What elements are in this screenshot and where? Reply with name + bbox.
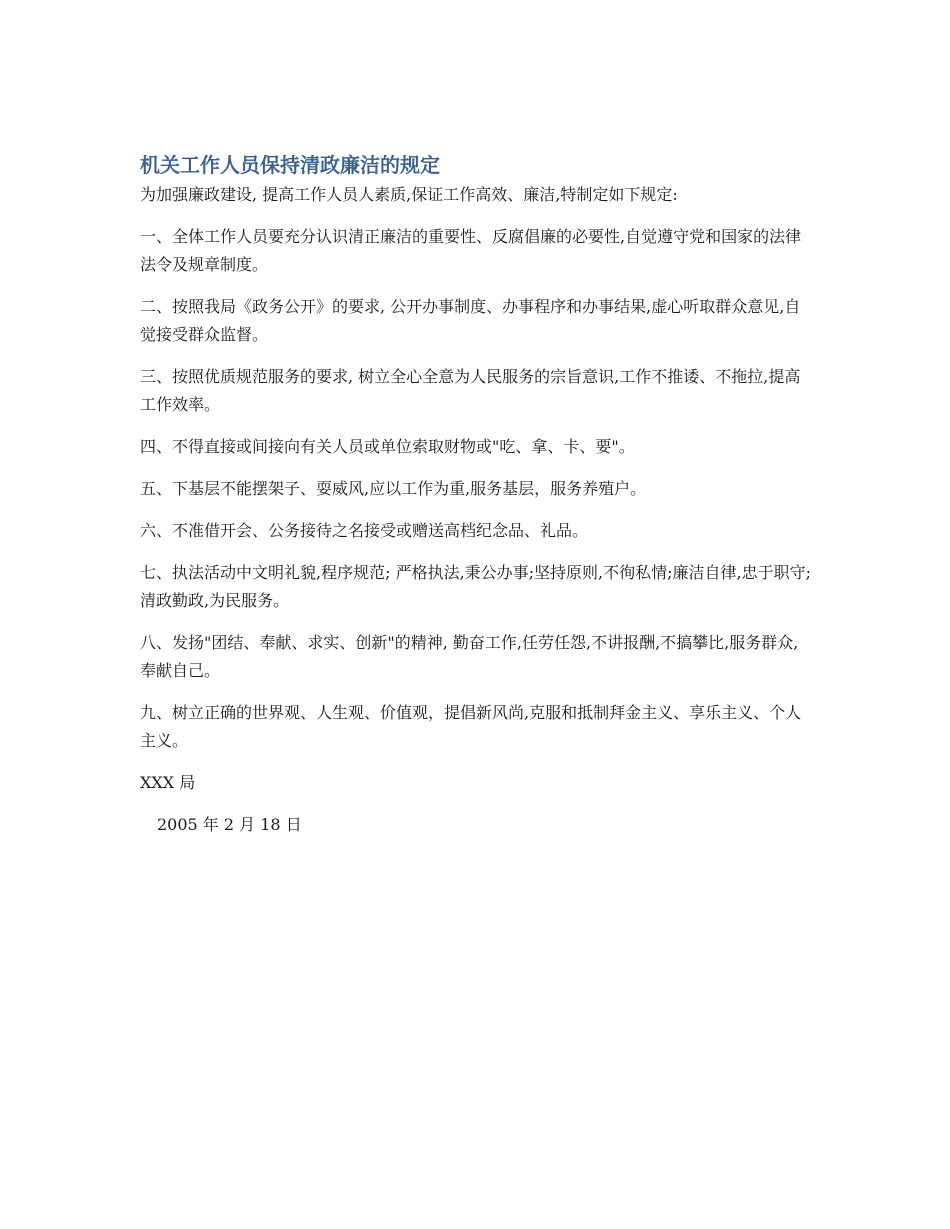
- issue-date: 2005 年 2 月 18 日: [157, 815, 302, 834]
- rule-paragraph-8: 八、发扬"团结、奉献、求实、创新"的精神, 勤奋工作,任劳任怨,不讲报酬,不搞攀比,服务群众,奉献自己。: [140, 633, 799, 680]
- rule-paragraph-2: 二、按照我局《政务公开》的要求, 公开办事制度、办事程序和办事结果,虚心听取群众意见,自觉接受群众监督。: [140, 297, 801, 344]
- rule-paragraph-7: 七、执法活动中文明礼貌,程序规范; 严格执法,秉公办事;坚持原则,不徇私情;廉洁自律,忠于职守;清政勤政,为民服务。: [140, 563, 811, 610]
- rule-paragraph-9: 九、树立正确的世界观、人生观、价值观，提倡新风尚,克服和抵制拜金主义、享乐主义、个人主义。: [140, 703, 802, 750]
- document-page: [140, 150, 812, 839]
- issuer-signature: XXX 局: [140, 773, 196, 792]
- rule-paragraph-6: 六、不准借开会、公务接待之名接受或赠送高档纪念品、礼品。: [140, 521, 589, 540]
- rule-paragraph-5: 五、下基层不能摆架子、耍威风,应以工作为重,服务基层，服务养殖户。: [140, 479, 647, 498]
- intro-paragraph: 为加强廉政建设, 提高工作人员人素质,保证工作高效、廉洁,特制定如下规定:: [140, 185, 678, 204]
- document-title: 机关工作人员保持清政廉洁的规定: [140, 153, 440, 177]
- rule-paragraph-3: 三、按照优质规范服务的要求, 树立全心全意为人民服务的宗旨意识,工作不推诿、不拖拉,提高工作效率。: [140, 367, 801, 414]
- rule-paragraph-1: 一、全体工作人员要充分认识清正廉洁的重要性、反腐倡廉的必要性,自觉遵守党和国家的法律法令及规章制度。: [140, 227, 802, 274]
- rule-paragraph-4: 四、不得直接或间接向有关人员或单位索取财物或"吃、拿、卡、要"。: [140, 437, 635, 456]
